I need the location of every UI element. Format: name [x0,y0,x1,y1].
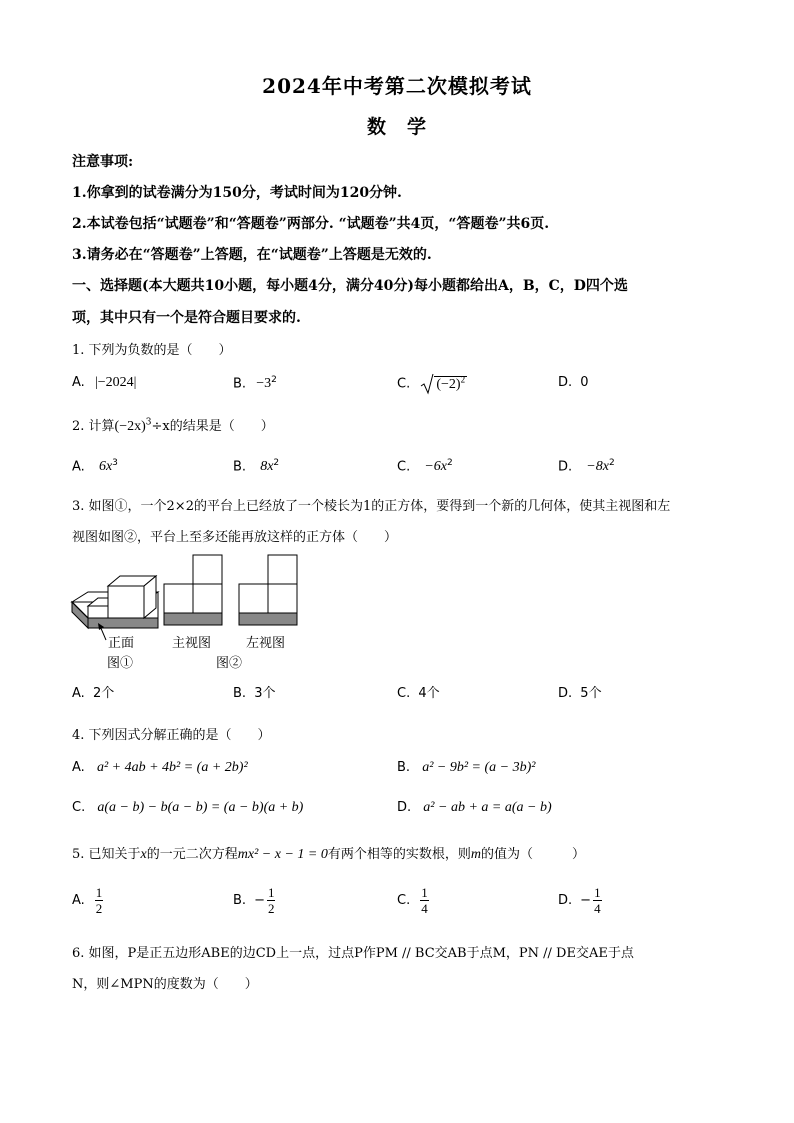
option-text: 4个 [418,686,440,701]
main-view-diagram [163,553,225,627]
q1-stem: 1. 下列为负数的是（ ） [72,343,232,358]
sqrt-inner: (−2) [436,376,461,392]
q5-option-a [72,885,103,916]
option-label: C. [397,376,411,392]
q3-option-c [397,682,440,701]
option-label: C. [397,893,411,908]
note-item: 1.你拿到的试卷满分为150分，考试时间为120分钟. [72,185,402,201]
option-label: A. [72,459,85,475]
q3-option-a [72,682,114,701]
option-text: a² − 9b² = (a − 3b)² [422,760,536,775]
subject-title: 数 学 [366,116,427,138]
q3-option-b [233,682,275,701]
denominator: 2 [267,901,275,916]
section-heading-line2: 项，其中只有一个是符合题目要求的. [72,310,301,326]
option-label: D. [558,686,573,701]
q5-equation: mx² − x − 1 = 0 [237,847,328,862]
option-label: D. [558,459,573,475]
q2-stem-pre: 2. 计算 [72,419,115,434]
option-text: 3个 [254,686,276,701]
fig1-caption: 图① [107,656,134,671]
q1-option-a [72,375,136,391]
denominator: 2 [95,901,103,916]
option-exponent: 2 [447,458,453,468]
option-exponent: 2 [271,375,277,385]
numerator: 1 [421,885,428,900]
option-text: 2个 [92,686,115,701]
q3-stem-line1: 3. 如图①，一个2×2的平台上已经放了一个棱长为1的正方体，要得到一个新的几何体，使其主视图和左 [72,499,671,514]
sqrt-expression [420,373,467,395]
q5-option-d [558,885,602,916]
section-heading-line1: 一、选择题(本大题共10小题，每小题4分，满分40分)每小题都给出A，B，C，D四个选 [72,278,628,294]
option-base: −8x [586,459,609,475]
option-label: B. [397,760,411,775]
option-label: D. [558,375,573,390]
option-label: C. [72,800,86,815]
exam-title: 2024年中考第二次模拟考试 [262,74,532,98]
sign: − [254,893,265,908]
q5-option-c [397,885,429,916]
note-item: 2.本试卷包括“试题卷”和“答题卷”两部分. “试题卷”共4页，“答题卷”共6页. [72,216,550,232]
q4-option-c [72,800,303,816]
q5-stem-pre: 5. 已知关于 [72,847,141,862]
q2-stem-exp: 3 [145,417,152,428]
q5-stem-mid: 的一元二次方程 [146,847,238,862]
option-label: A. [72,893,85,908]
sign: − [580,893,592,908]
fraction [267,885,276,916]
q1-option-c [397,373,467,395]
option-label: B. [233,893,247,908]
option-label: C. [397,459,411,475]
q5-option-b [233,885,275,916]
q4-option-a [72,760,248,776]
fig2-caption: 图② [216,656,243,671]
option-label: B. [233,686,247,701]
option-text: |−2024| [94,375,137,390]
q2-option-d [558,458,615,475]
option-base: −6x [424,459,448,475]
q5-var-m: m [470,847,481,862]
q4-option-d [397,800,552,816]
q6-stem-line2: N，则∠MPN的度数为（ ） [72,977,258,992]
option-label: D. [397,800,412,815]
q1-option-b [233,375,277,392]
q3-option-d [558,682,602,701]
option-text: a(a − b) − b(a − b) = (a − b)(a + b) [97,800,304,815]
denominator: 4 [421,901,428,916]
q2-option-a [72,458,118,475]
note-item: 3.请务必在“答题卷”上答题，在“试题卷”上答题是无效的. [72,247,432,263]
numerator: 1 [95,885,103,900]
left-view-label: 左视图 [246,636,286,651]
q5-stem-post: 的值为（ ） [481,847,586,862]
option-text: a² − ab + a = a(a − b) [423,800,552,815]
option-exponent: 3 [112,458,118,468]
option-base: 8x [260,459,274,475]
figure-1-platform-cube [68,572,164,634]
q5-stem-mid2: 有两个相等的实数根，则 [327,847,471,862]
option-text: 5个 [580,686,602,701]
main-view-label: 主视图 [172,636,212,651]
option-base: −3 [256,376,272,392]
option-label: A. [72,686,85,701]
q3-stem-line2: 视图如图②，平台上至多还能再放这样的正方体（ ） [72,530,398,545]
q2-stem [72,415,274,435]
q2-stem-post: ÷x的结果是（ ） [151,419,274,434]
q4-option-b [397,760,535,776]
q2-stem-expr: (−2x) [114,419,146,434]
q2-option-c [397,458,453,475]
fraction [593,885,602,916]
option-base: 6x [98,459,113,475]
option-label: D. [558,893,573,908]
q5-var-x: x [140,847,147,862]
option-exponent: 2 [608,458,615,468]
numerator: 1 [594,885,601,900]
front-label: 正面 [108,636,135,651]
numerator: 1 [267,885,275,900]
option-label: B. [233,376,247,392]
q2-option-b [233,458,279,475]
option-text: 0 [580,375,589,390]
option-text: a² + 4ab + 4b² = (a + 2b)² [96,760,248,775]
left-view-diagram [238,553,300,627]
sqrt-exponent: 2 [460,373,466,384]
q6-stem-line1: 6. 如图，P是正五边形ABE的边CD上一点，过点P作PM // BC交AB于点M，PN // DE交AE于点 [72,946,634,961]
option-label: B. [233,459,247,475]
option-label: A. [72,760,85,775]
q1-option-d [558,375,589,390]
sqrt-icon [420,373,434,395]
q5-stem [72,843,585,863]
q4-stem: 4. 下列因式分解正确的是（ ） [72,728,271,743]
option-label: C. [397,686,411,701]
notes-heading: 注意事项: [72,154,134,170]
denominator: 4 [594,901,601,916]
fraction [95,885,104,916]
option-exponent: 2 [273,458,280,468]
fraction [420,885,429,916]
option-label: A. [72,375,85,390]
